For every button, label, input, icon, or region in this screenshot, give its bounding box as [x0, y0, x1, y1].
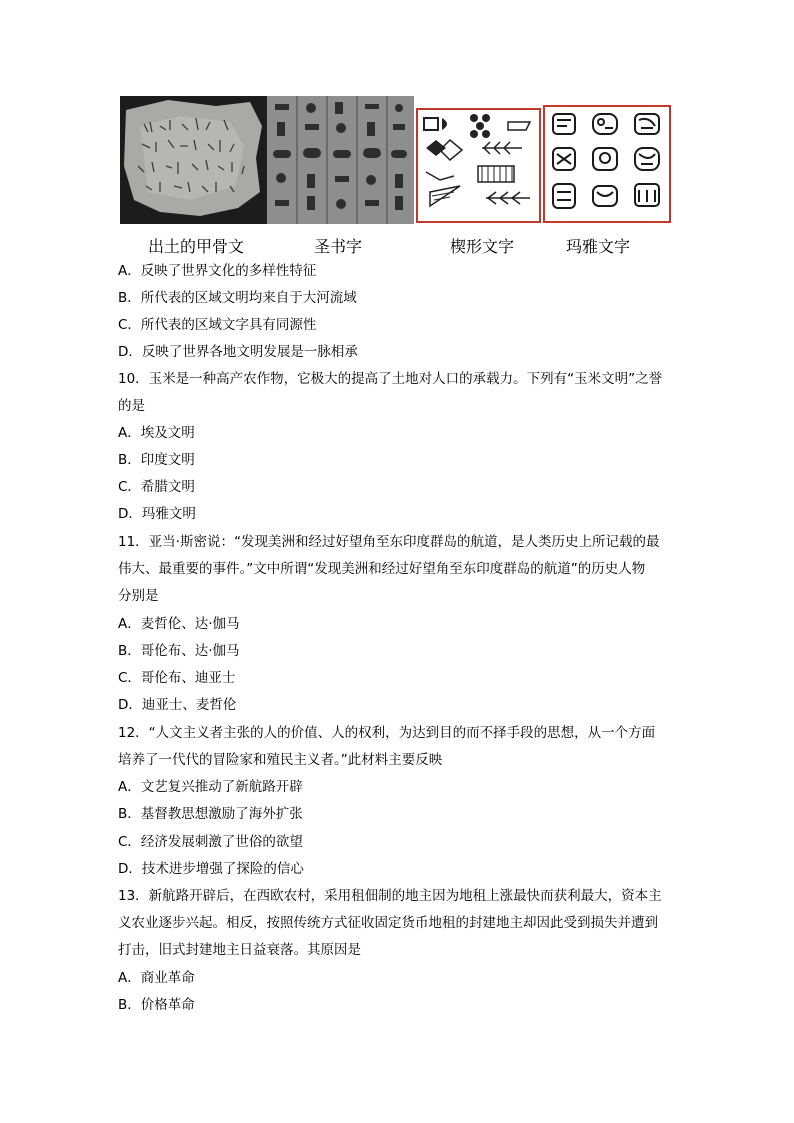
- caption-oracle-bone: 出土的甲骨文: [148, 237, 245, 256]
- q13-option-b: B．价格革命: [118, 997, 195, 1013]
- q13-option-a: A．商业革命: [118, 970, 195, 986]
- q11-option-b: B．哥伦布、达·伽马: [118, 643, 240, 659]
- q11-option-a: A．麦哲伦、达·伽马: [118, 616, 240, 632]
- oracle-bone-image: [120, 96, 267, 224]
- q10-option-d: D．玛雅文明: [118, 506, 196, 522]
- q10-stem-line-1: 10．玉米是一种高产农作物，它极大的提高了土地对人口的承载力。下列有“玉米文明”之誉: [118, 371, 663, 387]
- q11-stem-line-3: 分别是: [118, 588, 159, 604]
- q12-option-d: D．技术进步增强了探险的信心: [118, 861, 304, 877]
- caption-hieroglyph: 圣书字: [314, 237, 363, 256]
- q13-stem-line-2: 义农业逐步兴起。相反，按照传统方式征收固定货币地租的封建地主却因此受到损失并遭到: [118, 915, 658, 931]
- caption-cuneiform: 楔形文字: [450, 237, 515, 256]
- q11-option-d: D．迪亚士、麦哲伦: [118, 697, 237, 713]
- q12-option-a: A．文艺复兴推动了新航路开辟: [118, 779, 303, 795]
- q9-option-c: C．所代表的区域文字具有同源性: [118, 317, 317, 333]
- q12-stem-line-2: 培养了一代代的冒险家和殖民主义者。”此材料主要反映: [118, 752, 443, 768]
- q11-stem-line-1: 11．亚当·斯密说：“发现美洲和经过好望角至东印度群岛的航道，是人类历史上所记载的最: [118, 534, 660, 550]
- q12-option-c: C．经济发展刺激了世俗的欲望: [118, 834, 303, 850]
- q10-option-c: C．希腊文明: [118, 479, 195, 495]
- caption-maya: 玛雅文字: [566, 237, 631, 256]
- q9-option-b: B．所代表的区域文明均来自于大河流域: [118, 290, 357, 306]
- cuneiform-image: [416, 96, 541, 224]
- q11-stem-line-2: 伟大、最重要的事件。”文中所谓“发现美洲和经过好望角至东印度群岛的航道”的历史人物: [118, 561, 646, 577]
- q13-stem-line-3: 打击，旧式封建地主日益衰落。其原因是: [118, 942, 361, 958]
- q10-option-a: A．埃及文明: [118, 425, 195, 441]
- maya-script-image: [543, 96, 671, 224]
- q13-stem-line-1: 13．新航路开辟后，在西欧农村，采用租佃制的地主因为地租上涨最快而获利最大，资本主: [118, 888, 662, 904]
- hieroglyph-image: [267, 96, 414, 224]
- q10-stem-line-2: 的是: [118, 398, 145, 414]
- q10-option-b: B．印度文明: [118, 452, 195, 468]
- q12-option-b: B．基督教思想激励了海外扩张: [118, 806, 303, 822]
- q9-option-a: A．反映了世界文化的多样性特征: [118, 263, 317, 279]
- q11-option-c: C．哥伦布、迪亚士: [118, 670, 236, 686]
- q12-stem-line-1: 12．“人文主义者主张的人的价值、人的权利，为达到目的而不择手段的思想，从一个方面: [118, 725, 656, 741]
- q9-option-d: D．反映了世界各地文明发展是一脉相承: [118, 344, 358, 360]
